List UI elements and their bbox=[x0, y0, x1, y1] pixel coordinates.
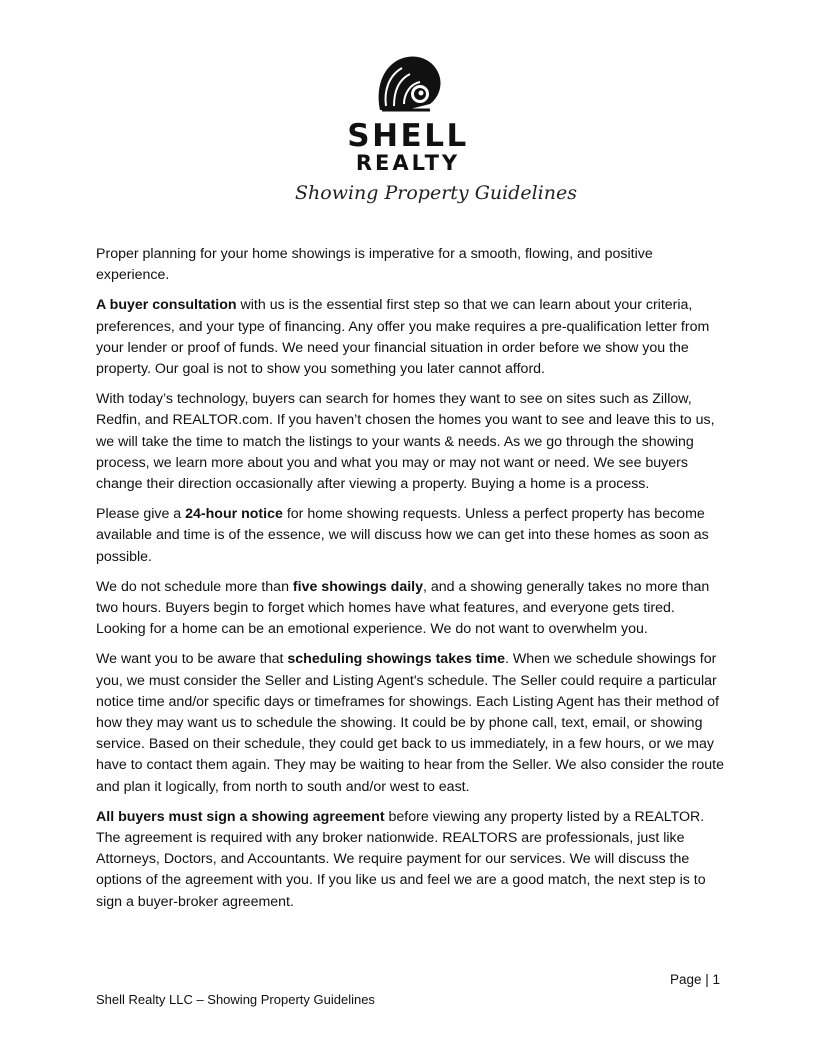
nautilus-shell-icon bbox=[372, 52, 444, 116]
paragraph-showings-daily: We do not schedule more than five showings daily, and a showing generally takes no more than two hours. Buyers begin to forget which homes have what features, and everyone gets tired. Looking for a home can be an emotional experience. We do not want to overwhelm you. bbox=[96, 578, 710, 638]
paragraph-agreement: All buyers must sign a showing agreement before viewing any property listed by a REALTOR. The agreement is required with any broker nationwide. REALTORS are professionals, just like Attorneys, Doctors, and Accountants. We require payment for our services. We will discuss the options of the agreement with you. If you like us and feel we are a good match, the next step is to sign a buyer-broker agreement. bbox=[96, 808, 706, 910]
page-footer: Shell Realty LLC – Showing Property Guidelines bbox=[96, 992, 375, 1007]
paragraph-notice: Please give a 24-hour notice for home showing requests. Unless a perfect property has become available and time is of the essence, we will discuss how we can get into these homes as soon as possible. bbox=[96, 506, 709, 565]
document-title: Showing Property Guidelines bbox=[295, 182, 577, 204]
brand-subname: REALTY bbox=[355, 151, 461, 175]
letterhead bbox=[0, 52, 816, 206]
document-body bbox=[96, 244, 724, 922]
paragraph-scheduling: We want you to be aware that scheduling showings takes time. When we schedule showings for you, we must consider the Seller and Listing Agent's schedule. The Seller could require a particular notice time and/or specific days or timeframes for showings. Each Listing Agent has their method of how they may want us to schedule the showing. It could be by phone call, text, email, or showing service. Based on their schedule, they could get back to us immediately, in a few hours, or we may have to contact them again. They may be waiting to hear from the Seller. We also consider the route and plan it logically, from north to south and/or west to east. bbox=[96, 651, 725, 795]
paragraph-consultation: A buyer consultation with us is the essential first step so that we can learn about your criteria, preferences, and your type of financing. Any offer you make requires a pre-qualification letter from your lender or proof of funds. We need your financial situation in order before we show you the property. Our goal is not to show you something you later cannot afford. bbox=[96, 297, 710, 378]
paragraph-technology: With today’s technology, buyers can search for homes they want to see on sites such as Zillow, Redfin, and REALTOR.com. If you haven’t chosen the homes you want to see and leave this to us, we will take the time to match the listings to your wants & needs. As we go through the showing process, we learn more about you and what you may or may not want or need. We see buyers change their direction occasionally after viewing a property. Buying a home is a process. bbox=[96, 391, 715, 493]
brand-name: SHELL bbox=[347, 118, 469, 154]
page-number: Page | 1 bbox=[669, 972, 720, 987]
paragraph-intro: Proper planning for your home showings is imperative for a smooth, flowing, and positive experience. bbox=[96, 246, 653, 284]
